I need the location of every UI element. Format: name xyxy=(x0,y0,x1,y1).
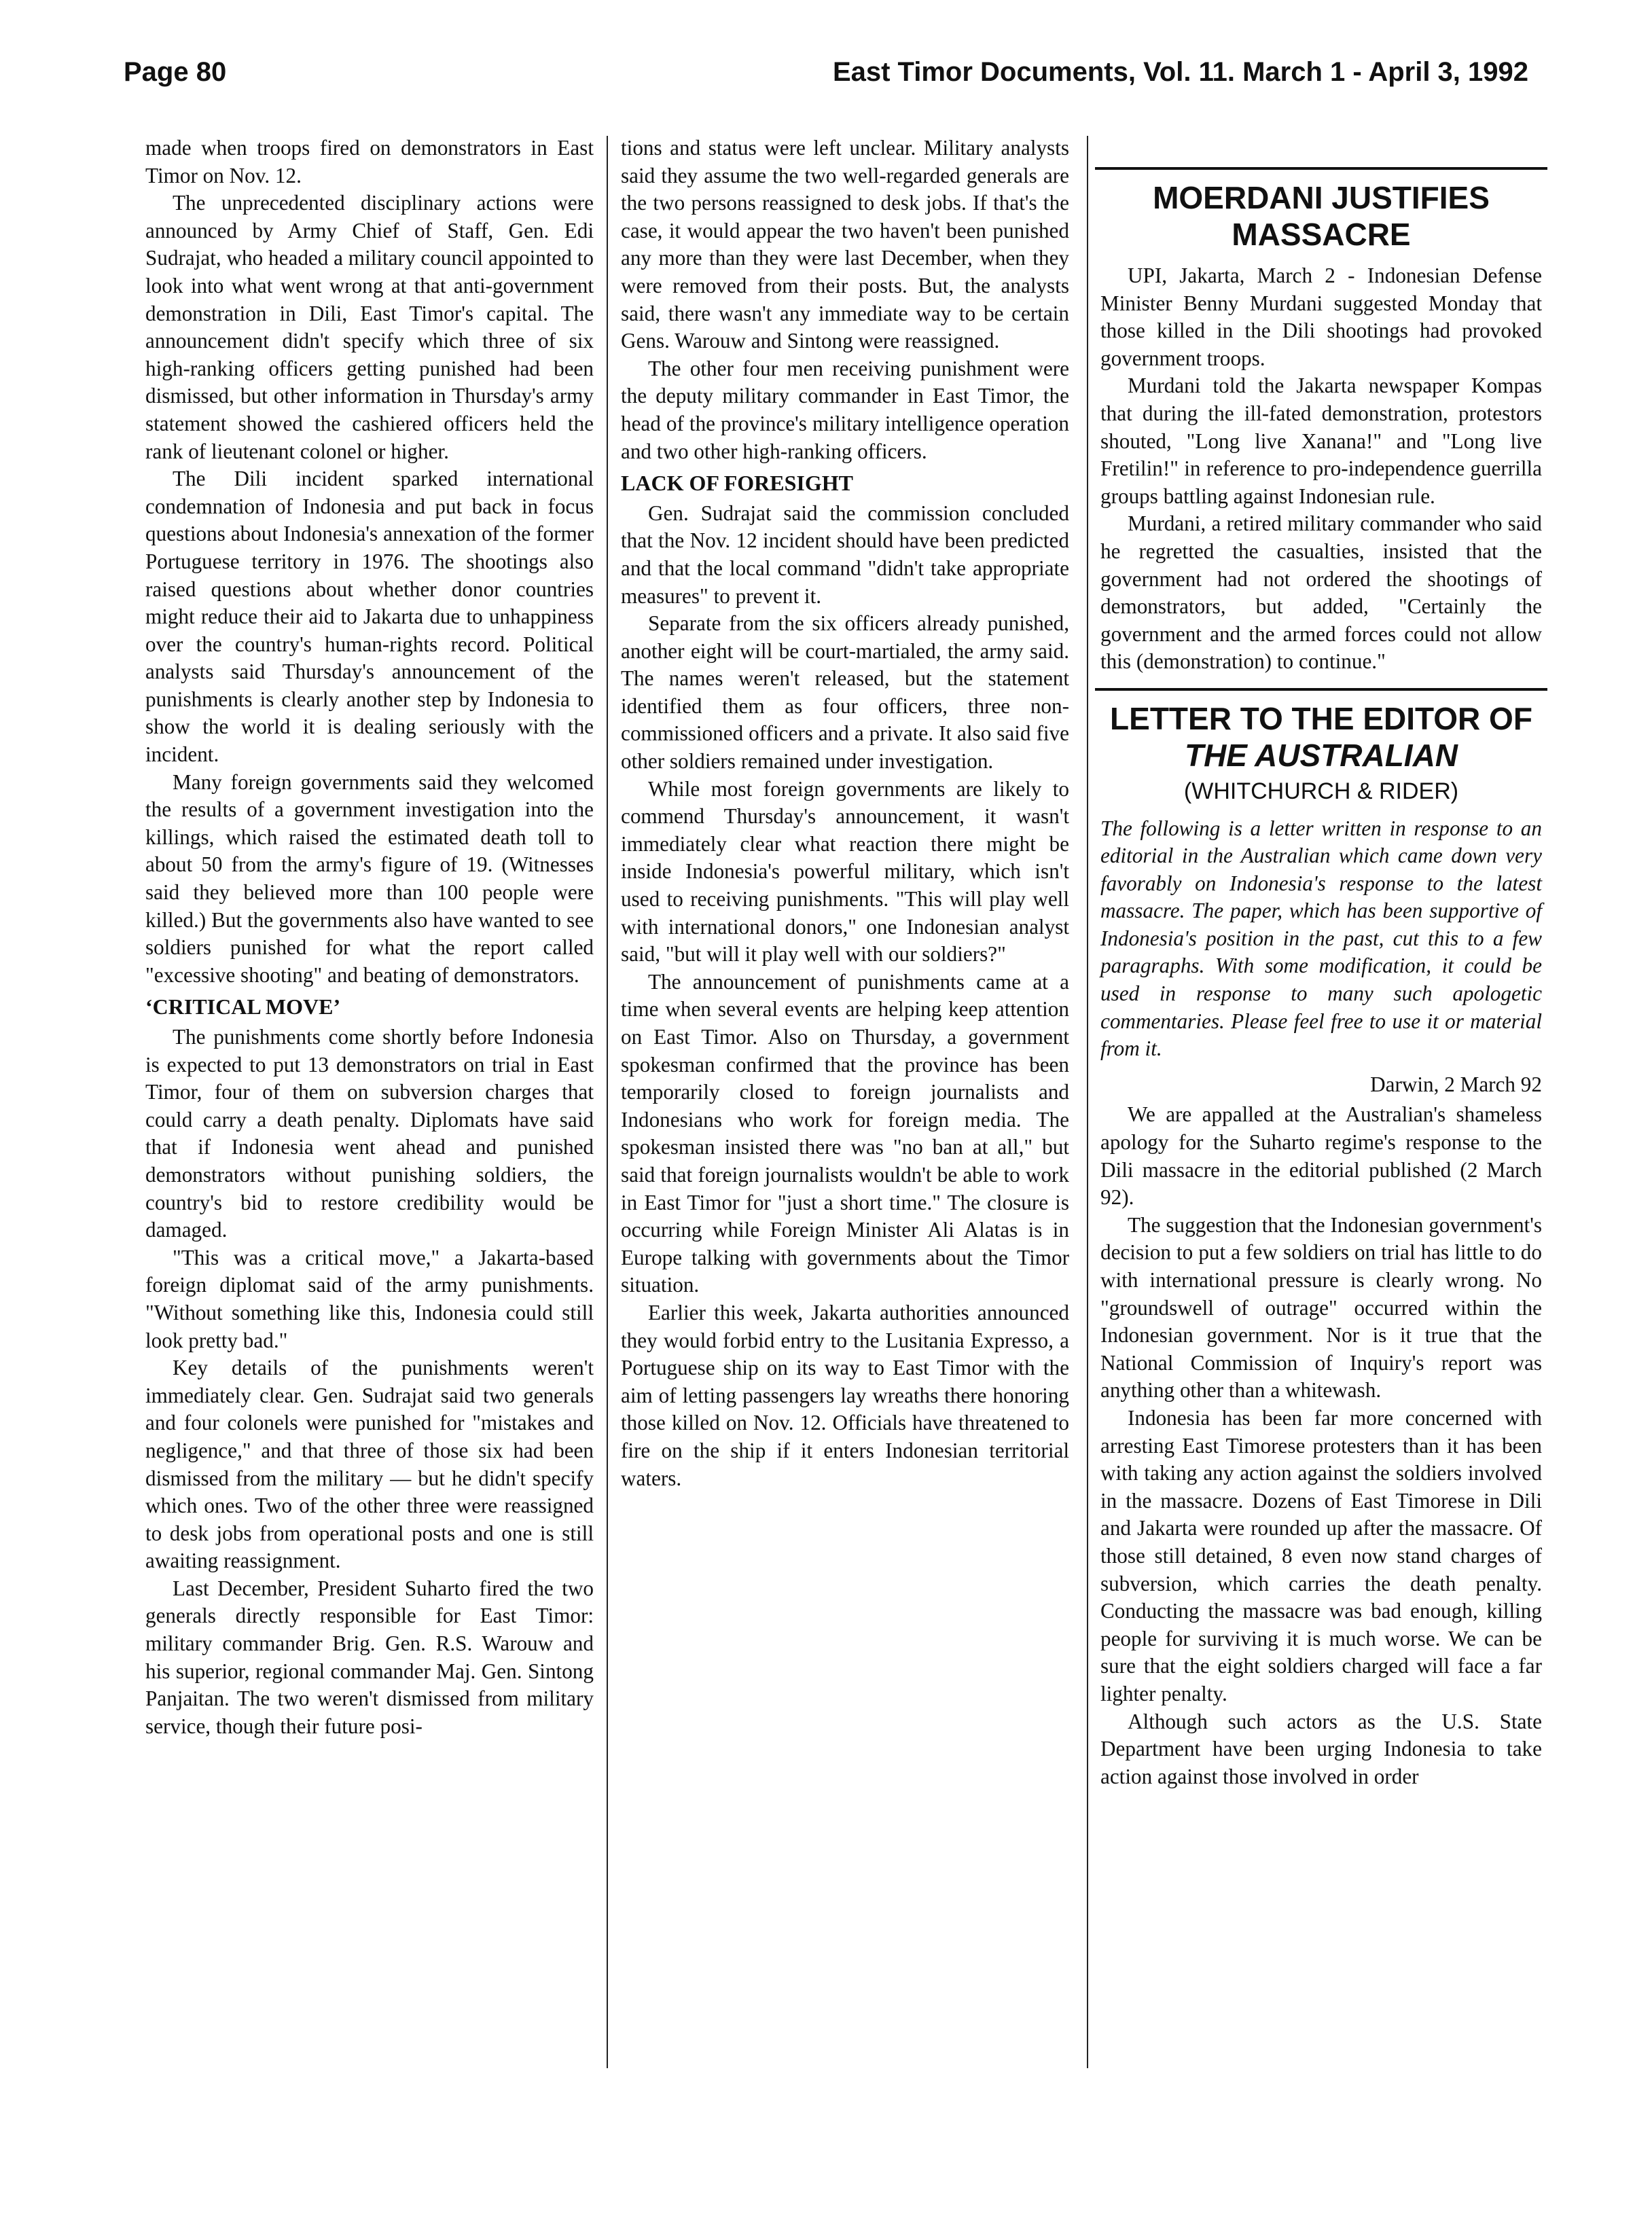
paragraph: Many foreign governments said they welcomed the results of a government investigation into the killings, which raised the estimated death toll to about 50 from the army's figure of 19. (Witnesses said they believed more than 100 people were killed.) But the governments also have wanted to see soldiers punished for what the report called "excessive shooting" and beating of demonstrators. xyxy=(145,770,594,987)
box-divider-rule xyxy=(1095,688,1547,691)
paragraph: Murdani told the Jakarta newspaper Kompas that during the ill-fated demonstration, protestors shouted, "Long live Xanana!" and "Long live Fretilin!" in reference to pro-independence guerrilla groups battling against Indonesian rule. xyxy=(1100,374,1542,508)
paragraph: "This was a critical move," a Jakarta-based foreign diplomat said of the army punishments. "Without something like this, Indonesia could still look pretty bad." xyxy=(145,1245,594,1352)
headline-letter-line2: THE AUSTRALIAN xyxy=(1184,737,1458,773)
paragraph: Key details of the punishments weren't immediately clear. Gen. Sudrajat said two generals and four colonels were punished for "mistakes and negligence," and that three of those six had been dismissed from the military — but he didn't specify which ones. Two of the other three were reassigned to desk jobs from operational posts and one is still awaiting reassignment. xyxy=(145,1356,594,1573)
paragraph: Earlier this week, Jakarta authorities announced they would forbid entry to the Lusitania Expresso, a Portuguese ship on its way to East Timor with the aim of letting passengers lay wreaths there honoring those killed on Nov. 12. Officials have threatened to fire on the ship if it enters Indonesian territorial waters. xyxy=(621,1300,1069,1490)
headline-letter-line1: LETTER TO THE EDITOR OF xyxy=(1110,700,1532,736)
paragraph: Last December, President Suharto fired the two generals directly responsible for East Timor: military commander Brig. Gen. R.S. Warouw and his superior, regional commander Maj. Gen. Sintong Panjaitan. The two weren't dismissed from military service, though their future posi- xyxy=(145,1576,594,1738)
headline-letter xyxy=(1100,700,1542,774)
page-header xyxy=(124,57,1528,105)
paragraph: The suggestion that the Indonesian government's decision to put a few soldiers on trial has little to do with international pressure is clearly wrong. No "groundswell of outrage" occurred within the Indonesian government. Nor is it true that the National Commission of Inquiry's report was anything other than a whitewash. xyxy=(1100,1212,1542,1403)
page-number: Page 80 xyxy=(124,57,227,87)
paragraph: Although such actors as the U.S. State Department have been urging Indonesia to take action against those involved in order xyxy=(1100,1709,1542,1788)
box-top-rule xyxy=(1095,167,1547,170)
paragraph: UPI, Jakarta, March 2 - Indonesian Defense Minister Benny Murdani suggested Monday that those killed in the Dili shootings had provoked government troops. xyxy=(1100,264,1542,370)
paragraph: tions and status were left unclear. Military analysts said they assume the two well-regarded generals are the two persons reassigned to desk jobs. If that's the case, it would appear the two haven't been punished any more than they were last December, when they were removed from their posts. But, the analysts said, there wasn't any immediate way to be certain Gens. Warouw and Sintong were reassigned. xyxy=(621,136,1069,353)
column-left xyxy=(145,134,594,1740)
paragraph: The punishments come shortly before Indonesia is expected to put 13 demonstrators on trial in East Timor, four of them on subversion charges that could carry a death penalty. Diplomats have said that if Indonesia went ahead and punished demonstrators without punishing soldiers, the country's bid to restore credibility would be damaged. xyxy=(145,1025,594,1242)
paragraph: Murdani, a retired military commander who said he regretted the casualties, insisted that the government had not ordered the shootings of demonstrators, but added, "Certainly the government and the armed forces could not allow this (demonstration) to continue." xyxy=(1100,511,1542,674)
paragraph: The announcement of punishments came at a time when several events are helping keep attention on East Timor. Also on Thursday, a government spokesman confirmed that the province has been temporarily closed to foreign journalists and Indonesians who work for foreign media. The spokesman insisted there was "no ban at all," but said that foreign journalists wouldn't be able to work in East Timor for "just a short time." The closure is occurring while Foreign Minister Ali Alatas is in Europe talking with governments about the Timor situation. xyxy=(621,969,1069,1297)
paragraph: The unprecedented disciplinary actions were announced by Army Chief of Staff, Gen. Edi Sudrajat, who headed a military council appointed to look into what went wrong at that anti-government demonstration in Dili, East Timor's capital. The announcement didn't specify which three of six high-ranking officers getting punished had been dismissed, but other information in Thursday's army statement showed the cashiered officers held the rank of lieutenant colonel or higher. xyxy=(145,191,594,463)
column-middle xyxy=(621,134,1069,1492)
column-divider-left xyxy=(607,136,608,2068)
paragraph: Separate from the six officers already punished, another eight will be court-martialed, the army said. The names weren't released, but the statement identified them as four officers, three non-commissioned officers and a private. It also said five other soldiers remained under investigation. xyxy=(621,611,1069,774)
dateline: Darwin, 2 March 92 xyxy=(1370,1072,1542,1096)
running-title: East Timor Documents, Vol. 11. March 1 - April 3, 1992 xyxy=(832,57,1528,87)
paragraph: Indonesia has been far more concerned with arresting East Timorese protesters than it has been with taking any action against the soldiers involved in the massacre. Dozens of East Timorese in Dili and Jakarta were rounded up after the massacre. Of those still detained, 8 even now stand charges of subversion, which carries the death penalty. Conducting the massacre was bad enough, killing people for surviving it is much worse. We can be sure that the eight soldiers charged will face a far lighter penalty. xyxy=(1100,1405,1542,1705)
paragraph: Gen. Sudrajat said the commission concluded that the Nov. 12 incident should have been predicted and that the local command "didn't take appropriate measures" to prevent it. xyxy=(621,501,1069,608)
paragraph: The Dili incident sparked international condemnation of Indonesia and put back in focus questions about Indonesia's annexation of the former Portuguese territory in 1976. The shootings also raised questions about whether donor countries might reduce their aid to Jakarta due to unhappiness over the country's human-rights record. Political analysts said Thursday's announcement of the punishments is clearly another step by Indonesia to show the world it is dealing seriously with the incident. xyxy=(145,467,594,767)
paragraph: We are appalled at the Australian's shameless apology for the Suharto regime's response to the Dili massacre in the editorial published (2 March 92). xyxy=(1100,1102,1542,1210)
subheading-lack-of-foresight: LACK OF FORESIGHT xyxy=(621,471,853,496)
paragraph: While most foreign governments are likely to commend Thursday's announcement, it wasn't immediately clear what reaction there might be inside Indonesia's powerful military, which isn't used to receiving punishments. "This will play well with international donors," one Indonesian analyst said, "but will it play well with our soldiers?" xyxy=(621,776,1069,967)
headline-moerdani: MOERDANI JUSTIFIES MASSACRE xyxy=(1153,180,1490,252)
column-divider-right xyxy=(1087,136,1088,2068)
paragraph: The other four men receiving punishment were the deputy military commander in East Timor, the head of the province's military intelligence operation and two other high-ranking officers. xyxy=(621,356,1069,463)
paragraph: made when troops fired on demonstrators in East Timor on Nov. 12. xyxy=(145,136,594,187)
column-right xyxy=(1100,134,1542,1790)
byline: (WHITCHURCH & RIDER) xyxy=(1183,778,1459,804)
editor-note: The following is a letter written in response to an editorial in the Australian which came down very favorably on Indonesia's response to the latest massacre. The paper, which has been supportive of Indonesia's position in the past, cut this to a few paragraphs. With some modification, it could be used in response to many such apologetic commentaries. Please feel free to use it or material from it. xyxy=(1100,816,1542,1061)
subheading-critical-move: ‘CRITICAL MOVE’ xyxy=(145,994,341,1019)
